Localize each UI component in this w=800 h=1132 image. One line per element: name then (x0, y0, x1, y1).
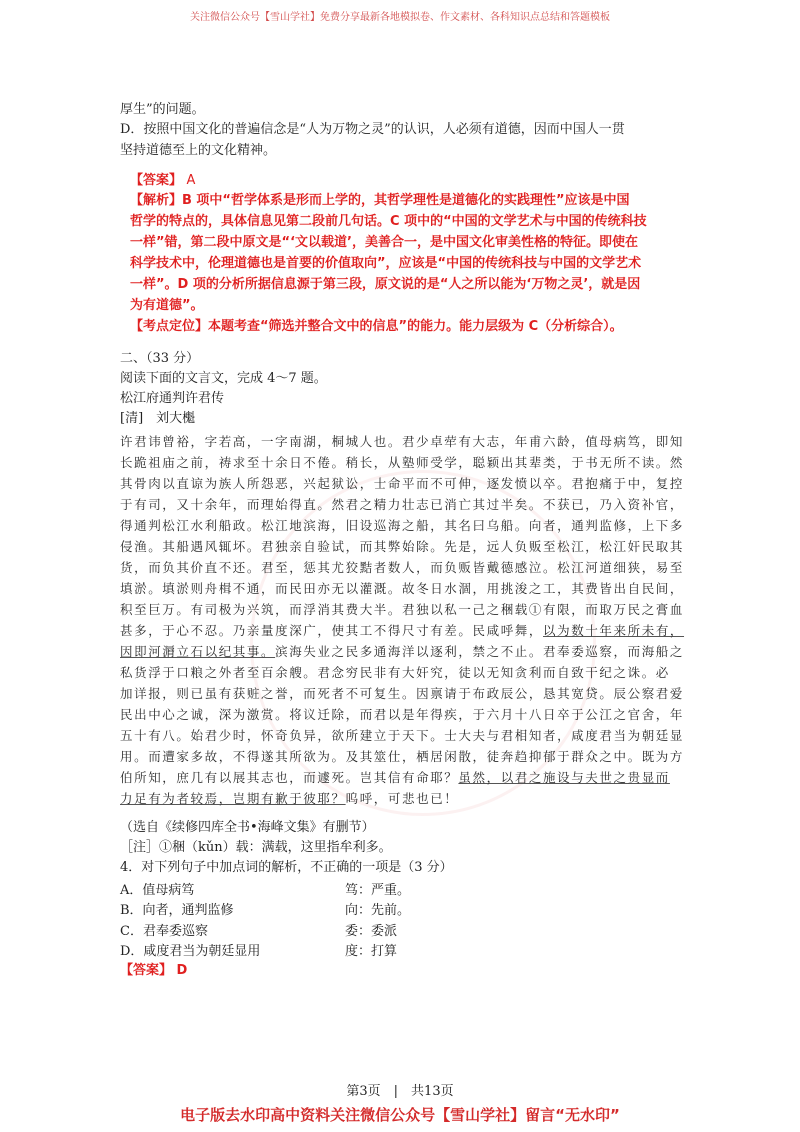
passage-line: 加详报，则已虽有获赃之誉，而死者不可复生。因禀请于布政辰公，恳其宽贷。辰公察君爱 (120, 686, 685, 701)
passage-line: 货，而负其价直不还。君至，惩其尤狡黠者数人，而负贩皆戴德感泣。松江河道细狭，易至 (120, 560, 685, 575)
analysis-block (130, 190, 647, 337)
passage-line: 填淤。填淤则舟楫不通，而民田亦无以灌溉。故冬日水涸，用挑浚之工，其费皆出自民间， (120, 581, 685, 596)
text-line: 厚生”的问题。 (120, 102, 205, 117)
passage-line: 积至巨万。有司极为兴筑，而浮消其费大半。君独以私一己之稇载①有限，而取万民之膏血 (120, 602, 685, 617)
instruction: 阅读下面的文言文，完成 4～7 题。 (120, 371, 327, 386)
answer-label: 【答案】 (120, 963, 173, 978)
footer-banner: 电子版去水印高中资料关注微信公众号【雪山学社】留言“无水印” (180, 1106, 620, 1124)
passage-line: 于有司，又十余年，而理始得直。然君之精力壮志已消亡其过半矣。不获已，乃入资补官， (120, 497, 685, 512)
note-line: ［注］①稇（kǔn）载：满载，这里指牟利多。 (120, 840, 392, 855)
passage-line: 得通判松江水利船政。松江地滨海，旧设巡海之船，其名曰乌船。向者，通判监修，上下多 (120, 518, 685, 533)
passage-line: 民出中心之诚，深为激赏。将议迁除，而君以是年得疾，于六月十八日卒于公江之官舍，年 (120, 707, 685, 722)
underlined-phrase: 以为数十年来所未有， (543, 623, 685, 638)
passage-line: 伯所知，庶几有以展其志也，而遽死。岂其信有命耶？虽然，以君之施设与夫世之贵显而 (120, 770, 670, 785)
passage-line: 五十有八。始君少时，怀奇负异，欲所建立于天下。士大夫与君相知者，咸度君当为朝廷显 (120, 728, 685, 743)
analysis-line: 哲学的特点的，具体信息见第二段前几句话。C 项中的“中国的文学艺术与中国的传统科技 (130, 214, 647, 229)
passage-line: 其骨肉以直谅为族人所怨恶，兴起狱讼，士命平而不可伸，逐发愤以卒。君抱痛于中，复控 (120, 476, 685, 491)
passage-line: 长跪祖庙之前，祷求至十余日不倦。稍长，从塾师受学，聪颖出其辈类，于书无所不读。然 (120, 455, 685, 470)
kaodian-line: 【考点定位】本题考查“筛选并整合文中的信息”的能力。能力层级为 C（分析综合）。 (130, 319, 623, 334)
text-line: D．按照中国文化的普遍信念是“人为万物之灵”的认识，人必须有道德，因而中国人一贯 (120, 122, 625, 137)
answer-value: A (186, 173, 196, 188)
source-line: （选自《续修四库全书•海峰文集》有删节） (120, 820, 375, 835)
passage-author: [清] 刘大櫆 (120, 411, 196, 426)
passage-body (120, 431, 684, 809)
answer-block (130, 170, 195, 191)
passage-line: 力足有为者较焉，岂期有歉于彼耶？呜呼，可悲也已！ (120, 791, 459, 806)
answer-value: D (176, 963, 188, 978)
question-stem: 4．对下列句子中加点词的解析，不正确的一项是（3 分） (120, 860, 453, 875)
analysis-line: 为有道德”。 (130, 298, 204, 313)
answer-label: 【答案】 (130, 173, 183, 188)
passage-line: 甚多，于心不忍。乃亲量度深广，使其工不得尺寸有差。民咸呼舞，以为数十年来所未有， (120, 623, 685, 638)
underlined-phrase: 虽然，以君之施设与夫世之贵显而 (458, 770, 670, 785)
analysis-line: 【解析】B 项中“哲学体系是形而上学的，其哲学理性是道德化的实践理性”应该是中国 (130, 193, 630, 208)
passage-title: 松江府通判许君传 (120, 391, 225, 406)
analysis-line: 一样”错，第二段中原文是“‘文以载道’，美善合一，是中国文化审美性格的特征。即使在 (130, 235, 638, 250)
passage-line: 因即河漘立石以纪其事。滨海失业之民多通海洋以逐利，禁之不止。君奉委巡察，而海船之 (120, 644, 685, 659)
passage-line: 许君讳曾裕，字若高，一字南湖，桐城人也。君少卓荦有大志，年甫六龄，值母病笃，即知 (120, 434, 685, 449)
underlined-phrase: 因即河漘立石以纪其事。 (120, 644, 276, 659)
text-line: 坚持道德至上的文化精神。 (120, 143, 277, 158)
answer2-block (120, 960, 187, 981)
analysis-line: 一样”。D 项的分析所据信息源于第三段，原文说的是“人之所以能为‘万物之灵’，就是因 (130, 277, 641, 292)
analysis-line: 科学技术中，伦理道德也是首要的价值取向”，应该是“中国的传统科技与中国的文学艺术 (130, 256, 642, 271)
section-heading: 二、（33 分） (120, 351, 200, 366)
underlined-phrase: 力足有为者较焉，岂期有歉于彼耶？ (120, 791, 346, 806)
passage-line: 私货浮于口粮之外者至百余艘。君念穷民非有大奸究，徒以无知贪利而自致干纪之诛。必 (120, 665, 670, 680)
passage-line: 侵渔。其船遇风辄坏。君独亲自验试，而其弊始除。先是，远人负贩至松江，松江奸民取其 (120, 539, 685, 554)
page-number: 第3页 | 共13页 (346, 1084, 454, 1099)
header-banner: 关注微信公众号【雪山学社】免费分享最新各地模拟卷、作文素材、各科知识点总结和答题模板 (190, 12, 610, 23)
passage-line: 用。而遭家多故，不得遂其所欲为。及其筮仕，栖居闲散，徒奔趋抑郁于群众之中。既为方 (120, 749, 685, 764)
